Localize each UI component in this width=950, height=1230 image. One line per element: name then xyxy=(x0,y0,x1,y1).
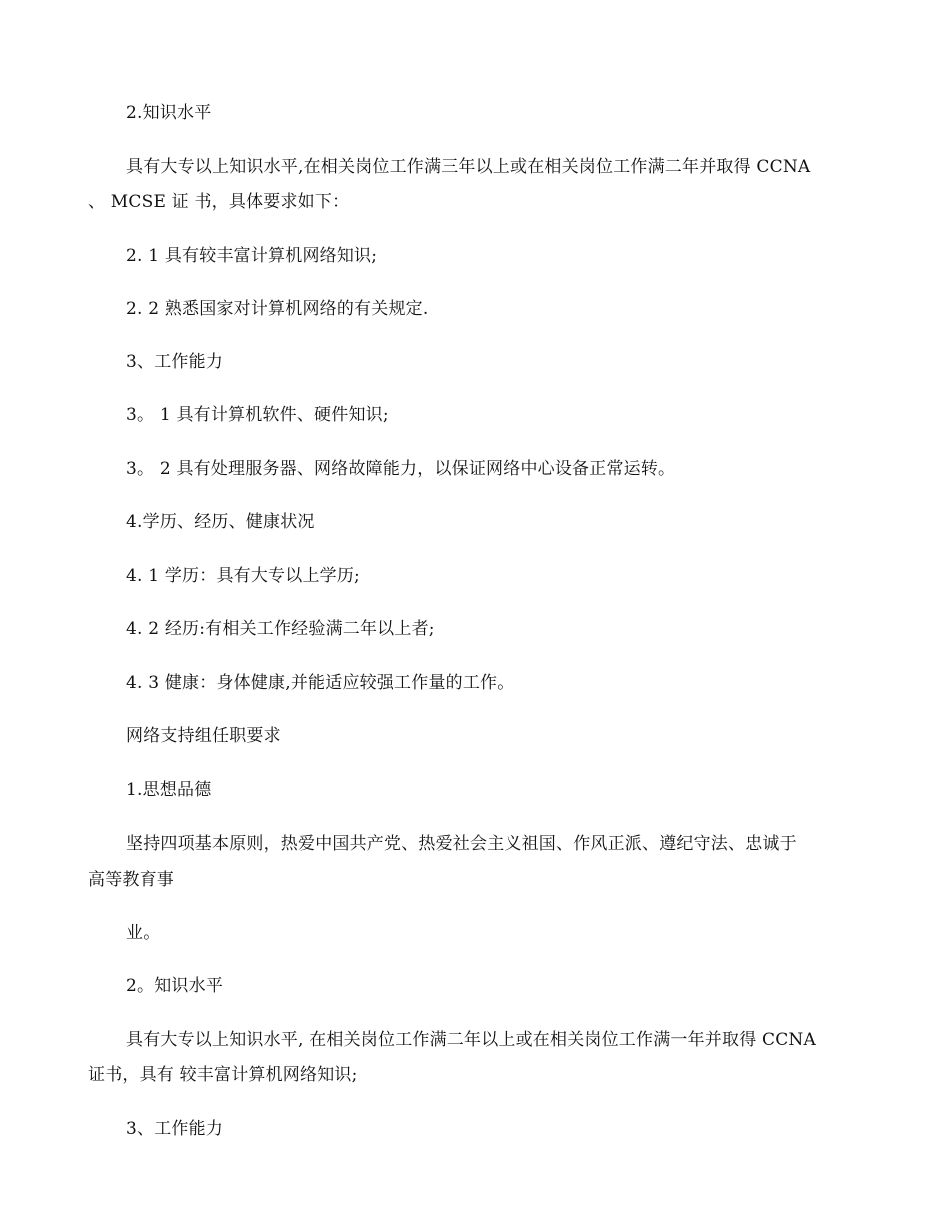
section-title-network-support: 网络支持组任职要求 xyxy=(126,726,281,746)
section-heading-knowledge-level: 2。知识水平 xyxy=(126,976,224,996)
paragraph-line: 高等教育事 xyxy=(88,870,174,890)
list-item: 3。 1 具有计算机软件、硬件知识; xyxy=(126,405,389,425)
section-heading-morality: 1.思想品德 xyxy=(126,780,212,800)
paragraph-line: 具有大专以上知识水平, 在相关岗位工作满二年以上或在相关岗位工作满一年并取得 CCNA xyxy=(126,1030,816,1050)
paragraph-line: 证书，具有 较丰富计算机网络知识; xyxy=(88,1065,358,1085)
paragraph-line: 具有大专以上知识水平,在相关岗位工作满三年以上或在相关岗位工作满二年并取得 CCNA xyxy=(126,157,811,177)
list-item: 4. 3 健康：身体健康,并能适应较强工作量的工作。 xyxy=(126,673,515,693)
list-item: 4. 1 学历：具有大专以上学历; xyxy=(126,566,360,586)
list-item: 3。 2 具有处理服务器、网络故障能力，以保证网络中心设备正常运转。 xyxy=(126,459,676,479)
list-item: 2. 1 具有较丰富计算机网络知识; xyxy=(126,246,378,266)
paragraph-line: 坚持四项基本原则，热爱中国共产党、热爱社会主义祖国、作风正派、遵纪守法、忠诚于 xyxy=(126,834,797,854)
list-item: 4. 2 经历:有相关工作经验满二年以上者; xyxy=(126,619,435,639)
paragraph-line: 、 MCSE 证 书，具体要求如下： xyxy=(88,192,350,212)
section-heading-education: 4.学历、经历、健康状况 xyxy=(126,512,315,532)
section-heading-work-ability: 3、工作能力 xyxy=(126,1119,224,1139)
paragraph-line: 业。 xyxy=(126,923,161,943)
section-heading-knowledge-level: 2.知识水平 xyxy=(126,103,212,123)
section-heading-work-ability: 3、工作能力 xyxy=(126,352,224,372)
list-item: 2. 2 熟悉国家对计算机网络的有关规定. xyxy=(126,299,429,319)
